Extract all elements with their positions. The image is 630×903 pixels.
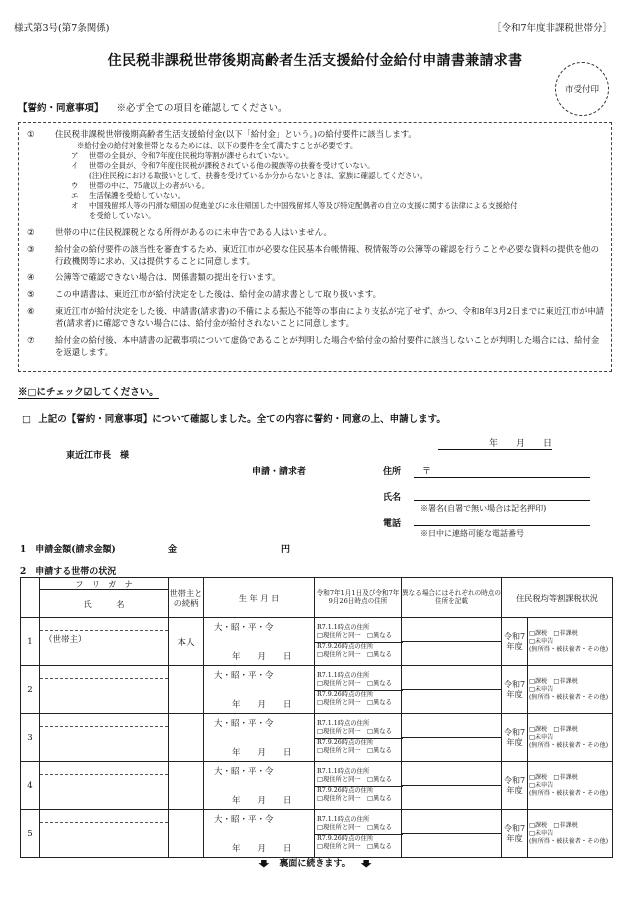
different-address-cell[interactable]: [402, 666, 502, 714]
relation-cell[interactable]: [169, 810, 204, 858]
name-note: ※署名(自署で無い場合は記名押印): [420, 504, 547, 513]
check-instruction-suffix: してください。: [92, 387, 159, 398]
address-cell[interactable]: R7.1.1時点の住所 □現住所と同一 □異なる R7.9.26時点の住所 □現住所と同一 □異なる: [315, 714, 402, 762]
requirement-line: エ 生活保護を受給していない。: [71, 191, 186, 200]
phone-field[interactable]: [414, 525, 590, 526]
birth-ymd: 年 月 日: [232, 700, 292, 710]
requirement-line: ア 世帯の全員が、令和7年度住民税均等割が課せられていない。: [71, 151, 294, 160]
applicant-role-label: 申請・請求者: [252, 467, 307, 477]
member-name: [40, 679, 168, 713]
birth-ymd: 年 月 日: [232, 796, 292, 806]
header-birth: 生 年 月 日: [204, 578, 315, 618]
phone-label: 電話: [383, 519, 402, 529]
tax-options[interactable]: □課税 □非課税 □未申告 (無所得・被扶養者・その他): [528, 714, 613, 762]
confirmation-checkbox[interactable]: □: [22, 414, 31, 425]
birth-cell[interactable]: [204, 762, 315, 810]
tax-era: 令和7年度: [502, 810, 528, 858]
tax-options[interactable]: □課税 □非課税 □未申告 (無所得・被扶養者・その他): [528, 618, 613, 666]
era-options: 大・昭・平・令: [214, 671, 274, 681]
relation-cell[interactable]: 本人: [169, 618, 204, 666]
address-cell[interactable]: R7.1.1時点の住所 □現住所と同一 □異なる R7.9.26時点の住所 □現住所と同一 □異なる: [315, 810, 402, 858]
pledge-item-text: 公簿等で確認できない場合は、関係書類の提出を行います。: [55, 272, 281, 282]
tax-era: 令和7年度: [502, 618, 528, 666]
table-row: [21, 618, 613, 666]
header-name: 氏 名: [40, 590, 169, 618]
header-address: 令和7年1月1日及び令和7年9月26日時点の住所: [315, 578, 402, 618]
different-address-cell[interactable]: [402, 714, 502, 762]
header-different-address: 異なる場合にはそれぞれの時点の住所を記載: [402, 578, 502, 618]
name-cell[interactable]: [40, 810, 169, 858]
amount-section-label: 1 申請金額(請求金額): [20, 545, 116, 555]
birth-ymd: 年 月 日: [232, 844, 292, 854]
furigana-field[interactable]: [40, 666, 168, 679]
name-cell[interactable]: [40, 762, 169, 810]
different-address-cell[interactable]: [402, 618, 502, 666]
confirmation-text: 上記の【誓約・同意事項】について確認しました。全ての内容に誓約・同意の上、申請します。: [38, 414, 446, 425]
era-options: 大・昭・平・令: [214, 719, 274, 729]
pledge-item-number: ③: [27, 244, 35, 254]
table-row: [21, 714, 613, 762]
postal-mark: 〒: [422, 467, 432, 477]
birth-cell[interactable]: [204, 714, 315, 762]
table-row: [21, 762, 613, 810]
tax-options[interactable]: □課税 □非課税 □未申告 (無所得・被扶養者・その他): [528, 666, 613, 714]
check-mark-icon: ☑: [83, 387, 93, 398]
continue-text: 裏面に続きます。: [279, 859, 351, 869]
address-cell[interactable]: R7.1.1時点の住所 □現住所と同一 □異なる R7.9.26時点の住所 □現住所と同一 □異なる: [315, 618, 402, 666]
down-arrow-icon: [361, 860, 372, 868]
relation-cell[interactable]: [169, 762, 204, 810]
page-title: 住民税非課税世帯後期高齢者生活支援給付金給付申請書兼請求書: [107, 53, 523, 69]
amount-field[interactable]: [182, 542, 277, 554]
tax-options[interactable]: □課税 □非課税 □未申告 (無所得・被扶養者・その他): [528, 810, 613, 858]
birth-cell[interactable]: [204, 666, 315, 714]
member-name: [40, 775, 168, 809]
header-tax-status: 住民税均等割課税状況: [502, 578, 613, 618]
pledge-item-text: 東近江市が給付決定をした後、申請書(請求書)の不備による振込不能等の事由により支払が完了せず、かつ、令和8年3月2日までに東近江市が申請者(請求者)に確認できない場合には、給付金が給付されないことに同意します。: [55, 306, 605, 328]
pledge-item-text: 給付金の給付要件の該当性を審査するため、東近江市が必要な住民基本台帳情報、税情報等の公簿等の確認を行うことや必要な資料の提供を他の行政機関等に求め、又は提供することに同意します。: [55, 244, 600, 266]
furigana-field[interactable]: [40, 810, 168, 823]
member-name: [40, 823, 168, 857]
header-furigana: フ リ ガ ナ: [40, 578, 169, 590]
pledge-item-number: ②: [27, 227, 35, 237]
requirement-line: ウ 世帯の中に、75歳以上の者がいる。: [71, 181, 210, 190]
member-name: [40, 727, 168, 761]
pledge-box: [18, 122, 612, 372]
pledge-item-text: 世帯の中に住民税課税となる所得があるのに未申告である人はいません。: [55, 227, 332, 237]
continue-footer: [0, 856, 630, 869]
relation-cell[interactable]: [169, 714, 204, 762]
row-number: 5: [21, 810, 40, 858]
relation-cell[interactable]: [169, 666, 204, 714]
pledge-item-number: ⑤: [27, 289, 35, 299]
pledge-heading-label: 【誓約・同意事項】: [18, 103, 104, 114]
down-arrow-icon: [258, 860, 269, 868]
tax-era: 令和7年度: [502, 666, 528, 714]
pledge-item-text: 住民税非課税世帯後期高齢者生活支援給付金(以下「給付金」という。)の給付要件に該当します。: [55, 129, 417, 139]
name-cell[interactable]: [40, 714, 169, 762]
row-number: 2: [21, 666, 40, 714]
addressee: 東近江市長 様: [66, 451, 130, 461]
check-instruction: [18, 384, 159, 398]
household-section-label: 2 申請する世帯の状況: [20, 567, 117, 577]
name-field[interactable]: [414, 500, 590, 501]
header-number: [21, 578, 40, 618]
birth-cell[interactable]: [204, 618, 315, 666]
name-label: 氏名: [383, 493, 402, 503]
amount-prefix: 金: [168, 545, 178, 555]
era-options: 大・昭・平・令: [214, 767, 274, 777]
fiscal-year-tag: ［令和7年度非課税世帯分］: [491, 23, 612, 34]
era-options: 大・昭・平・令: [214, 623, 274, 633]
birth-ymd: 年 月 日: [232, 748, 292, 758]
tax-era: 令和7年度: [502, 762, 528, 810]
reception-stamp: [555, 62, 609, 116]
pledge-item-text: 給付金の給付後、本申請書の記載事項について虚偽であることが判明した場合や給付金の給付要件に該当しないことが判明した場合には、給付金を返還します。: [55, 335, 600, 357]
member-name: （世帯主）: [44, 635, 87, 645]
pledge-item-text: この申請書は、東近江市が給付決定をした後は、給付金の請求書として取り扱います。: [55, 289, 381, 299]
confirmation-row: [22, 411, 446, 425]
amount-unit: 円: [281, 545, 291, 555]
era-options: 大・昭・平・令: [214, 815, 274, 825]
requirement-line: オ 中国残留邦人等の円滑な帰国の促進並びに永住帰国した中国残留邦人等及び特定配偶者の自立の支援に関する法律による支援給付: [71, 201, 518, 210]
header-relation: 世帯主との続柄: [169, 578, 204, 618]
requirement-line: イ 世帯の全員が、令和7年度住民税が課税されている他の親族等の扶養を受けていない。: [71, 161, 375, 170]
furigana-field[interactable]: [40, 618, 168, 631]
furigana-field[interactable]: [40, 714, 168, 727]
different-address-cell[interactable]: [402, 810, 502, 858]
row-number: 3: [21, 714, 40, 762]
address-cell[interactable]: R7.1.1時点の住所 □現住所と同一 □異なる R7.9.26時点の住所 □現住所と同一 □異なる: [315, 666, 402, 714]
birth-cell[interactable]: [204, 810, 315, 858]
pledge-heading: [18, 100, 288, 114]
table-row: [21, 666, 613, 714]
check-instruction-prefix: ※□にチェック: [18, 387, 84, 398]
address-label: 住所: [383, 467, 402, 477]
tax-options[interactable]: □課税 □非課税 □未申告 (無所得・被扶養者・その他): [528, 762, 613, 810]
pledge-item-number: ⑦: [27, 335, 35, 345]
phone-note: ※日中に連絡可能な電話番号: [420, 529, 524, 538]
household-table: [20, 577, 613, 858]
application-date-field[interactable]: 年 月 日: [438, 436, 552, 450]
pledge-item-number: ④: [27, 272, 35, 282]
address-cell[interactable]: R7.1.1時点の住所 □現住所と同一 □異なる R7.9.26時点の住所 □現住所と同一 □異なる: [315, 762, 402, 810]
form-number: 様式第3号(第7条関係): [14, 23, 110, 34]
table-row: [21, 810, 613, 858]
name-cell[interactable]: [40, 618, 169, 666]
row-number: 1: [21, 618, 40, 666]
row-number: 4: [21, 762, 40, 810]
pledge-item-number: ①: [27, 129, 35, 139]
birth-ymd: 年 月 日: [232, 652, 292, 662]
requirement-line: を受給していない。: [89, 211, 156, 220]
requirement-line: (注)住民税における取扱いとして、扶養を受けているか分からないときは、家族に確認してください。: [89, 171, 428, 180]
address-field[interactable]: [414, 464, 590, 478]
tax-era: 令和7年度: [502, 714, 528, 762]
pledge-heading-note: ※必ず全ての項目を確認してください。: [116, 103, 288, 114]
pledge-item-number: ⑥: [27, 306, 35, 316]
stamp-label: 市受付印: [564, 85, 599, 95]
requirement-line: ※給付金の給付対象世帯となるためには、以下の要件を全て満たすことが必要です。: [77, 141, 358, 150]
different-address-cell[interactable]: [402, 762, 502, 810]
furigana-field[interactable]: [40, 762, 168, 775]
name-cell[interactable]: [40, 666, 169, 714]
